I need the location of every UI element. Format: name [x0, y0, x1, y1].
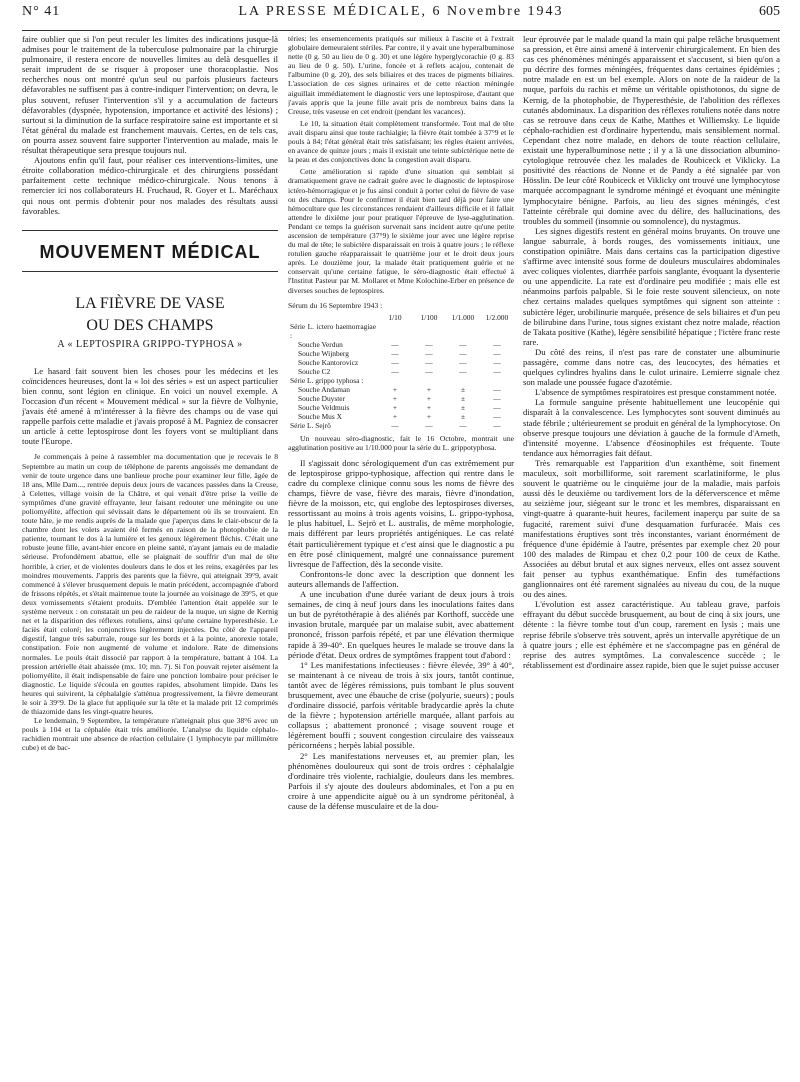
serology-row [288, 385, 514, 394]
case-report-continued: Le lendemain, 9 Septembre, la température n'atteignait plus que 38°6 avec un pouls à 104 et la céphalée était très améliorée. L'analyse du liquide céphalo-rachidien montrait une absence de réaction cellulaire (1 lymphocyte par millimètre cube) et de bac- [22, 716, 278, 753]
serology-value: — [493, 366, 501, 376]
serology-value: — [493, 411, 501, 421]
serology-value: + [392, 402, 398, 412]
serology-value: — [425, 339, 433, 349]
serology-value: ± [460, 393, 466, 403]
col3-paragraph-2: Les signes digestifs restent en général moins bruyants. On trouve une langue saburrale, à bords rouges, des vomissements initiaux, une constipation opiniâtre. Mais dans certains cas la participation digestive s'affirme avec intensité sous forme de douleurs musculaires abdominales avec coliques violentes, diarrhée parfois sanglante, évoquant la dysenterie ou une appendicite. La rate est d'ordinaire peu modifiée ; mais elle est néanmoins parfois palpable. Si le foie reste souvent silencieux, on note chez certains malades quelques symptômes qui signent son atteinte : subictère léger, urobilinurie marquée, présence de sels biliaires et d'un peu de bilirubine dans l'urine, tous signes existant chez notre malade, réaction de Takata positive (Kathe), légère sensibilité hépatique ; l'ictère franc reste rare. [523, 225, 780, 347]
col3-paragraph-3: Du côté des reins, il n'est pas rare de constater une albuminurie passagère, comme dans notre cas, des leucocytes, des hématies et quelques cylindres hyalins dans le culot urinaire. Lemierre signale chez son malade une poussée fugace d'azotémie. [523, 346, 780, 388]
column-2 [288, 34, 514, 1074]
serology-col-header: 1/100 [420, 312, 438, 322]
col2-paragraph-6: A une incubation d'une durée variant de deux jours à trois semaines, de cinq à neuf jours dans les inoculations faites dans un but de pyrétothérapie à des aliénés par Korthoff, succède une invasion brutale, marquée par un malaise subit, avec abattement prononcé, frisson parfois répété, et par une élévation thermique rapide à 39-40°. En quelques heures le malade se trouve dans la période d'état. Deux ordres de symptômes frappent tout d'abord : [288, 589, 514, 660]
serology-value: + [392, 393, 398, 403]
article-title-line-1: LA FIÈVRE DE VASE [75, 294, 225, 312]
serology-row [288, 412, 514, 421]
serology-value: — [391, 339, 399, 349]
col3-paragraph-7: L'évolution est assez caractéristique. Au tableau grave, parfois effrayant du début succède brusquement, au bout de cinq à six jours, une détente : la fièvre tombe tout d'un coup, rarement en lysis ; mais une reprise fébrile s'observe très souvent, après un intervalle apyrétique de un à quatre jours ; elle est éphémère et ne s'accompagne pas en général de reprise des autres symptômes. La convalescence succède ; le rétablissement est d'ordinaire assez rapide, bien que le sujet puisse accuser [523, 599, 780, 670]
serology-value: — [493, 348, 501, 358]
col2-paragraph-7: 1° Les manifestations infectieuses : fièvre élevée, 39° à 40°, se maintenant à ce niveau de trois à six jours, tantôt continue, tantôt avec de légères rémissions, puis tombant le plus souvent brusquement, avec une ébauche de crise (polyurie, sueurs) ; pouls d'ordinaire dissocié, parfois véritable bradycardie après la chute de la fièvre ; hypotension artérielle marquée, allant parfois au collapsus ; abattement prononcé ; visage souvent rouge et légèrement bouffi ; souvent congestion circulaire des vaisseaux péricornéens ; herpès labial possible. [288, 659, 514, 751]
serology-strain: Souche Veldmuis [298, 402, 350, 412]
serology-value: — [425, 357, 433, 367]
serology-value: — [459, 420, 467, 430]
serology-value [446, 322, 480, 340]
article-subtitle: A « LEPTOSPIRA GRIPPO-TYPHOSA » [57, 338, 243, 350]
serology-value: — [493, 402, 501, 412]
col3-paragraph-1: leur éprouvée par le malade quand la main qui palpe relâche brusquement sa pression, et être ainsi amené à intervenir chirurgicalement. En bien des cas ces phénomènes méningés apparaissent et s'accusent, si bien qu'on a pu décrire des formes méningées, fréquentes dans certaines épidémies ; notre malade en est un bel exemple. Alors on note de la raideur de la nuque, parfois du rachis et même un véritable opisthotonos, du signe de Kernig, de la photophobie, de l'hyperesthésie, de l'abolition des réflexes cutanés abdominaux. La disparition des réflexes rotuliens notée dans notre cas se retrouve dans ceux de Kathe, Matthes et Williemsky. Le liquide céphalo-rachidien est d'ordinaire hypertendu, mais sensiblement normal. Cependant chez notre malade, en dehors de toute réaction cellulaire, existait une hyperalbuminose nette ; il y a là une dissociation albumino-cytologique retrouvée chez les malades de Roubiceck et Viklicky. La positivité des réactions de Nonne et de Pandy a été signalée par von Hösslin. De leur côté Roubiceck et Viklicky ont trouvé une lymphocytose marquée accompagnant le syndrome méningé et évoquant une méningite lymphocytaire bénigne. Parfois, au lieu des signes méningés, c'est l'atteinte cérébrale qui domine avec du délire, des hallucinations, des troubles du sommeil (insomnie ou somnolence), du nystagmus. [523, 34, 780, 226]
serology-value: — [493, 420, 501, 430]
page-number: 605 [759, 4, 780, 19]
serology-value: + [426, 402, 432, 412]
serology-strain: Souche Kantorovicz [298, 357, 359, 367]
column-1 [22, 34, 278, 1074]
intro-paragraph-2: Ajoutons enfin qu'il faut, pour réaliser ces interventions-limites, une étroite collaboration médico-chirurgicale et des chirurgiens possédant parfaitement cette technique médico-chirurgicale. Nous tenons à remercier ici nos collaborateurs H. Fruchaud, R. Goyer et L. Maréchaux qui nous ont permis d'obtenir pour nos malades des résultats aussi favorables. [22, 155, 278, 216]
col2-paragraph-8: 2° Les manifestations nerveuses et, au premier plan, les phénomènes douloureux qui sont de trois ordres : céphalalgie d'ordinaire très violente, rachialgie, douleurs dans les membres. Parfois il s'y ajoute des douleurs abdominales, et l'on a pu en croire à une appendicite aiguë ou à un syndrome péritonéal, à cause de la défense musculaire et de la dou- [288, 750, 514, 811]
serology-value: — [459, 348, 467, 358]
serology-strain: Série L. Sejrö [290, 420, 331, 430]
intro-paragraph-1: faire oublier que si l'on peut reculer les limites des indications jusque-là admises pour le traitement de la tuberculose pulmonaire par la chirurgie pulmonaire, il restera encore de nouvelles limites au delà desquelles il serait imprudent de se risquer à proposer une thoracoplastie. Nos recherches nous ont montré qu'un seul ou parfois plusieurs facteurs défavorables ne suffisent pas à contre-indiquer l'intervention; on devra, le plus souvent, refuser l'intervention s'il y a accumulation de facteurs défavorables (dyspnée, hypotension, importance et activité des lésions) ; surtout si la diminution de la surface respiratoire saine est importante et si l'état général du malade est franchement mauvais. Certes, en de tels cas, on pourra assez souvent faire supporter l'intervention au malade, mais le résultat thérapeutique sera presque toujours nul. [22, 34, 278, 156]
serology-value: — [459, 339, 467, 349]
serology-row [288, 403, 514, 412]
serology-value: — [425, 420, 433, 430]
serology-strain: Souche Mus X [298, 411, 342, 421]
serology-col-header: 1/10 [388, 312, 402, 322]
serology-value [378, 376, 412, 385]
divider [22, 271, 278, 272]
col2-paragraph-1: téries; les ensemencements pratiqués sur milieux à l'ascite et à l'extrait globulaire demeuraient stériles. Par contre, il y avait une hyperalbuminose nette (0 g. 50 au lieu de 0 g. 30) et une légère hyperglycorachie (0 g. 83 au lieu de 0 g. 50). L'urine, foncée et à reflets acajou, contenait de l'albumine (0 g. 20), des sels biliaires et des traces de pigments biliaires. L'association de ces signes urinaires et de cette réaction méningée aiguillait immédiatement le diagnostic vers une leptospirose, d'autant que j'avais appris que la jeune fille avait pris de nombreux bains dans la Creuse, très vaseuse en cet endroit (pendant les vacances). [288, 34, 514, 116]
serology-value: — [425, 366, 433, 376]
col2-paragraph-4: Il s'agissait donc sérologiquement d'un cas extrêmement pur de leptospirose grippo-typhosique, affection qui rentre dans le cadre du complexe clinique connu sous les noms de fièvre des champs, fièvre de vase, fièvre des marais, fièvre d'inondation, fièvre de la moisson, etc, qui englobe des leptospiroses diverses, ressortissant au moins à trois agents voisins, L. grippo-typhosa, le plus habituel, L. Sejrö et L. australis, de même morphologie, mais différent par leurs propriétés antigéniques. Le cas relaté était particulièrement typique et c'est ainsi que le diagnostic a pu en être posé cliniquement, malgré une connaissance purement livresque de l'affection, dès la seconde visite. [288, 457, 514, 569]
serology-value [412, 376, 446, 385]
serology-value: — [459, 357, 467, 367]
serology-strain: Souche Verdun [298, 339, 343, 349]
serology-row [288, 349, 514, 358]
serology-value: — [493, 384, 501, 394]
col2-paragraph-2: Le 10, la situation était complètement transformée. Tout mal de tête avait disparu ainsi que toute rachialgie; la fièvre était tombée à 37°9 et le pouls à 84; l'état général était très satisfaisant; les règles étaient arrivées, en avance de quinze jours ; mais il existait une teinte subictérique nette de la peau et des conjonctives donc la congestion avait disparu. [288, 118, 514, 165]
serology-value: — [391, 357, 399, 367]
serology-note: Un nouveau séro-diagnostic, fait le 16 Octobre, montrait une agglutination positive au 1/10.000 pour la série du L. grippotyphosa. [288, 433, 514, 452]
serology-value: ± [460, 402, 466, 412]
serology-header-row [288, 313, 514, 322]
serology-strain: Série L. grippo typhosa : [290, 375, 364, 385]
serology-value: — [391, 366, 399, 376]
col3-paragraph-5: La formule sanguine présente habituellement une leucopénie qui disparaît à la convalescence. Les lymphocytes sont souvent diminués au stade fébrile ; ultérieurement se produit en général de la lymphocytose. On observe presque toujours une déviation à gauche de la formule d'Arneth, d'intensité moyenne. L'absence d'éosinophiles est fréquente. Toute tendance aux hémorragies fait défaut. [523, 397, 780, 458]
journal-title: LA PRESSE MÉDICALE, 6 Novembre 1943 [238, 4, 564, 19]
serology-strain: Souche C2 [298, 366, 331, 376]
serology-value: — [493, 357, 501, 367]
serology-title: Sérum du 16 Septembre 1943 : [288, 300, 383, 310]
serology-value: + [392, 411, 398, 421]
serology-rows [288, 322, 514, 430]
serology-row [288, 340, 514, 349]
serology-value [480, 322, 514, 340]
section-title: MOUVEMENT MÉDICAL [39, 241, 261, 262]
serology-value [412, 322, 446, 340]
serology-col-header: 1/1.000 [451, 312, 475, 322]
serology-row [288, 421, 514, 430]
serology-strain: Souche Duyster [298, 393, 346, 403]
serology-value [378, 322, 412, 340]
serology-value: — [391, 420, 399, 430]
serology-row [288, 367, 514, 376]
serology-strain: Souche Wijnberg [298, 348, 349, 358]
serology-value: ± [460, 384, 466, 394]
page-header [22, 0, 780, 31]
serology-value: — [425, 348, 433, 358]
issue-number: N° 41 [22, 4, 61, 19]
serology-value: ± [460, 411, 466, 421]
article-lead: Le hasard fait souvent bien les choses pour les médecins et les coïncidences heureuses, dont la « loi des séries » est un aspect particulier bien connu, sont légion en clinique. En voici un nouvel exemple. A l'occasion d'un récent « Mouvement médical » sur la fièvre de Volhynie, j'avais été amené à m'intéresser à la fièvre des champs ou de vase qui rappelle parfois cette maladie et j'avais proposé à M. Pagniez de consacrer un article à cette leptospirose dont les foyers vont se multipliant dans toute l'Europe. [22, 365, 278, 447]
serology-value: + [426, 393, 432, 403]
col2-paragraph-5: Confrontons-le donc avec la description que donnent les auteurs allemands de l'affection. [288, 568, 514, 589]
serology-row [288, 394, 514, 403]
serology-value: — [459, 366, 467, 376]
serology-row [288, 376, 514, 385]
serology-strain: Souche Andaman [298, 384, 350, 394]
serology-value: + [392, 384, 398, 394]
divider [22, 230, 278, 231]
col2-paragraph-3: Cette amélioration si rapide d'une situation qui semblait si dramatiquement grave ne cadrait guère avec le diagnostic de leptospirose ictéro-hémorragique et je fus ainsi conduit à porter celui de fièvre de vase ou des champs. Pour le confirmer il était bien tard déjà pour faire une hémoculture que les circonstances rendaient d'ailleurs difficile et il fallait attendre le dixième jour pour pratiquer l'épreuve de lyse-agglutination. Pendant ce temps la guérison survenait sans incident autre qu'une petite ascension de température (37°9) le sixième jour avec une légère reprise du mal de tête; le subictère disparaissait en trois à quatre jours ; le réflexe rotulien gauche réapparaissait le quatrième jour et le droit deux jours après. Le douzième jour, la malade était pratiquement guérie et ne conservait qu'une certaine fatigue, le séro-diagnostic était effectué à l'Institut Pasteur par M. Mollaret et Mme Kolochine-Erber en présence de diverses souches de leptospires. [288, 167, 514, 295]
serology-table [288, 313, 514, 430]
serology-value: — [391, 348, 399, 358]
article-title-line-2: OU DES CHAMPS [86, 316, 214, 334]
serology-value: — [493, 393, 501, 403]
serology-col-header: 1/2.000 [485, 312, 509, 322]
serology-strain: Série L. ictero haemorragiae : [290, 321, 376, 340]
serology-row [288, 322, 514, 340]
col3-paragraph-4: L'absence de symptômes respiratoires est presque constamment notée. [535, 387, 777, 398]
serology-value: + [426, 411, 432, 421]
column-3 [523, 34, 780, 1074]
serology-row [288, 358, 514, 367]
case-report: Je commençais à peine à rassembler ma documentation que je recevais le 8 Septembre au matin un coup de téléphone de parents angoissés me demandant de venir de toute urgence dans une banlieue proche pour examiner leur fille, âgée de 18 ans, Mlle Dam..., rentrée depuis deux jours de vacances passées dans la Creuse, à Celettes, village voisin de la Châtre, et qui venait d'être prise la veille de symptômes d'une gravité effrayante, leur faisant redouter une méningite ou une poliomyélite, affection qui sévissait dans le département où ils se trouvaient. En toute hâte, je me rendis auprès de la malade que j'aperçus dans le clair-obscur de la chambre dont les volets avaient été fermés en raison de la photophobie de la patiente, tournant le dos à la lumière et les genoux légèrement fléchis. C'était une robuste jeune fille, avant-hier encore en pleine santé, n'ayant jamais eu de maladie sérieuse. Profondément abattue, elle se plaignait de souffrir d'un mal de tête horrible, à crier, et de violentes douleurs dans le dos et les reins, exagérées par les moindres mouvements. J'appris des parents que la fièvre, qui atteignait 39°9, avait commencé à s'élever brusquement depuis le matin précédent, accompagnée d'abord de frissons répétés, et s'était maintenue toute la journée au voisinage de 39°5, et que deux vomissements s'étaient produits. D'emblée l'attention était appelée sur le système nerveux : on constatait un peu de raideur de la nuque, un signe de Kernig net et la disparition des réflexes rotuliens, ainsi qu'une certaine hyperesthésie. Le faciès était coloré; les conjonctives légèrement injectées. Du côté de l'appareil digestif, langue très saburrale, rouge sur les bords et à la pointe, anorexie totale, constipation. Foie non augmenté de volume et indolore. Rate de dimensions normales. Le pouls était dissocié par rapport à la température, battant à 104. La pression artérielle était abaissée (mx. 10; mn. 7). Si l'on pouvait rejeter aisément la poliomyélite, il était indispensable de faire une ponction lombaire pour préciser le diagnostic. Le liquide s'écoula en gouttes rapides, absolument limpide. Dans les heures qui suivirent, la céphalalgie s'atténua progressivement, la fièvre demeurant le soir à 39°9. De la glace fut appliquée sur la tête et la malade prit 12 comprimés de thiazomide dans les vingt-quatre heures. [22, 452, 278, 717]
serology-value [446, 376, 480, 385]
serology-value: — [493, 339, 501, 349]
serology-value [480, 376, 514, 385]
col3-paragraph-6: Très remarquable est l'apparition d'un exanthème, soit finement maculeux, soit morbilliforme, soit rarement scarlatiniforme, le plus souvent le quatrième ou le cinquième jour de la maladie, mais parfois aussi dès le deuxième ou tardivement lors de la déferverscence et même au seizième jour, siégeant sur le tronc et les membres, disparaissant en vingt-quatre à quarante-huit heures, facilement inaperçu par suite de sa fugacité, rarement suivi d'une desquamation furfuracée. Mais ces manifestations éruptives sont très inconstantes, variant énormément de fréquence d'une épidémie à l'autre, présentes par exemple chez 20 pour 100 des malades de Rimpau et chez 0,2 pour 100 de ceux de Kathe. Associées au début brutal et aux signes nerveux, elles ont assez souvent fait penser au typhus exanthématique. Enfin des tuméfactions ganglionnaires ont été rarement signalées au niveau du cou, de la nuque ou des aines. [523, 457, 780, 600]
serology-value: + [426, 384, 432, 394]
